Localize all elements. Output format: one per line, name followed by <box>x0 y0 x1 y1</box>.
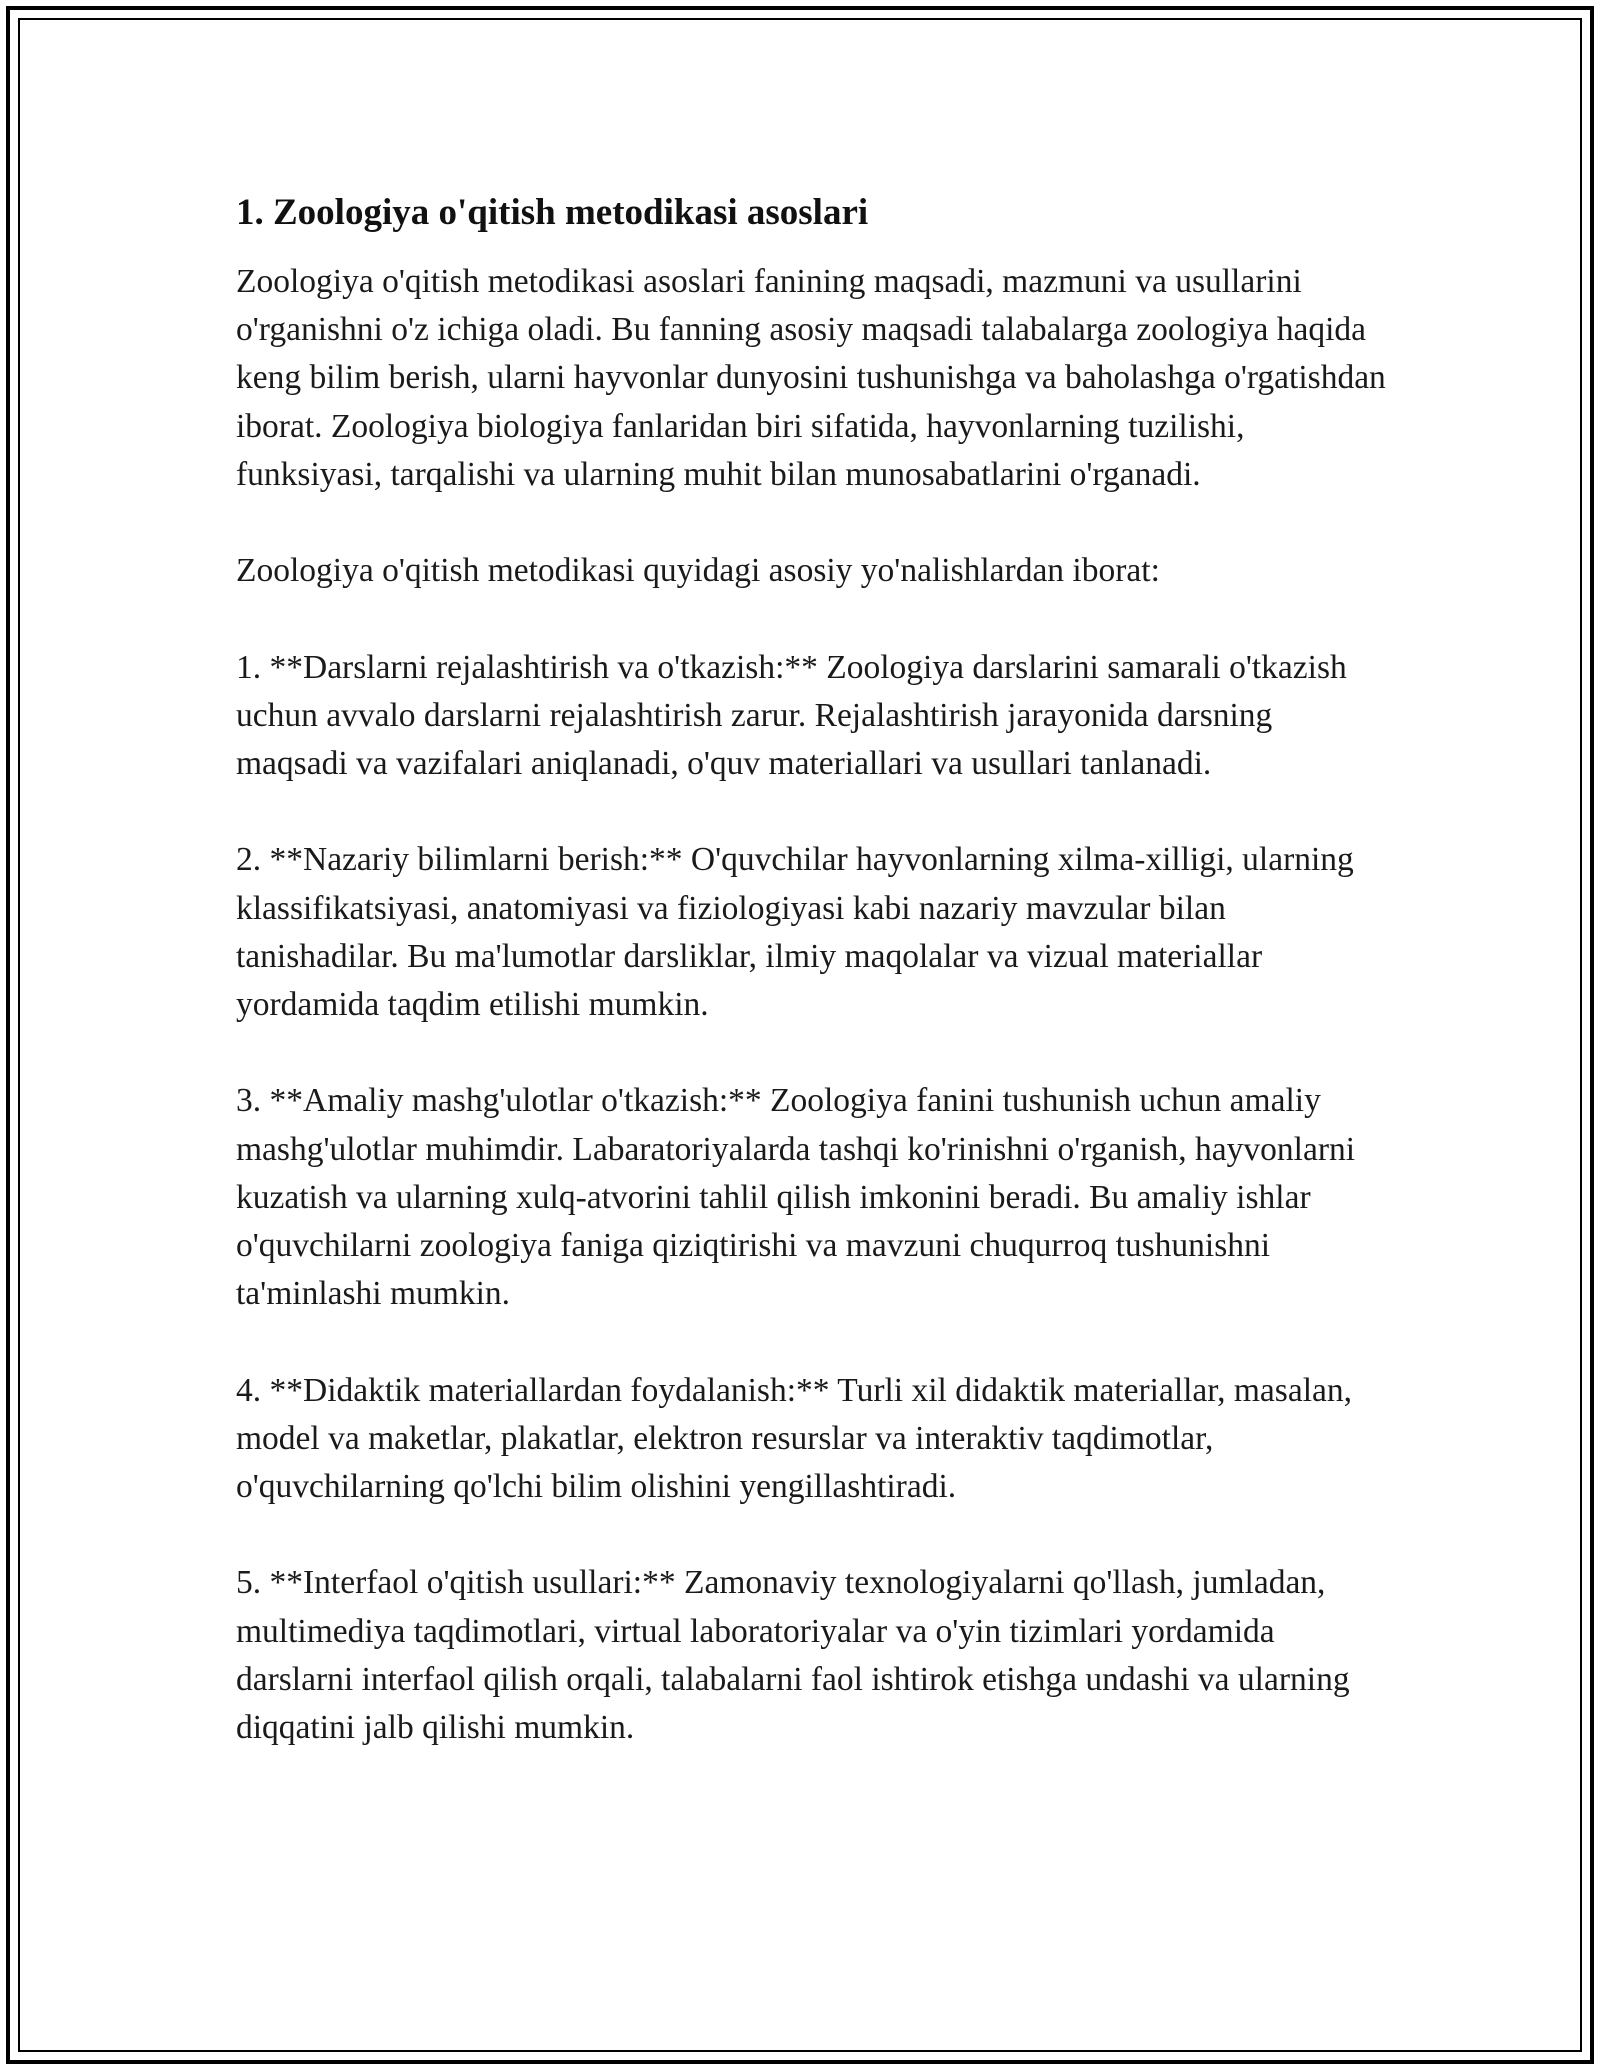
list-item-interactive-methods: 5. **Interfaol o'qitish usullari:** Zamonaviy texnologiyalarni qo'llash, jumladan, multimediya taqdimotlari, virtual laboratoriyalar va o'yin tizimlari yordamida darslarni interfaol qilish orqali, talabalarni faol ishtirok etishga undashi va ularning diqqatini jalb qilishi mumkin. <box>236 1564 1350 1746</box>
document-body <box>236 186 1386 1800</box>
intro-paragraph: Zoologiya o'qitish metodikasi asoslari fanining maqsadi, mazmuni va usullarini o'rganishni o'z ichiga oladi. Bu fanning asosiy maqsadi talabalarga zoologiya haqida keng bilim berish, ularni hayvonlar dunyosini tushunishga va baholashga o'rgatishdan iborat. Zoologiya biologiya fanlaridan biri sifatida, hayvonlarning tuzilishi, funksiyasi, tarqalishi va ularning muhit bilan munosabatlarini o'rganadi. <box>236 263 1386 493</box>
list-item-theoretical-knowledge: 2. **Nazariy bilimlarni berish:** O'quvchilar hayvonlarning xilma-xilligi, ularning klassifikatsiyasi, anatomiyasi va fiziologiyasi kabi nazariy mavzular bilan tanishadilar. Bu ma'lumotlar darsliklar, ilmiy maqolalar va vizual materiallar yordamida taqdim etilishi mumkin. <box>236 841 1354 1023</box>
directions-intro-paragraph: Zoologiya o'qitish metodikasi quyidagi asosiy yo'nalishlardan iborat: <box>236 552 1160 590</box>
list-item-lesson-planning: 1. **Darslarni rejalashtirish va o'tkazish:** Zoologiya darslarini samarali o'tkazish uchun avvalo darslarni rejalashtirish zarur. Rejalashtirish jarayonida darsning maqsadi va vazifalari aniqlanadi, o'quv materiallari va usullari tanlanadi. <box>236 648 1347 782</box>
document-title: 1. Zoologiya o'qitish metodikasi asoslari <box>236 192 869 233</box>
list-item-didactic-materials: 4. **Didaktik materiallardan foydalanish:** Turli xil didaktik materiallar, masalan, model va maketlar, plakatlar, elektron resurslar va interaktiv taqdimotlar, o'quvchilarning qo'lchi bilim olishini yengillashtiradi. <box>236 1371 1353 1505</box>
list-item-practical-sessions: 3. **Amaliy mashg'ulotlar o'tkazish:** Zoologiya fanini tushunish uchun amaliy mashg'ulotlar muhimdir. Labaratoriyalarda tashqi ko'rinishni o'rganish, hayvonlarni kuzatish va ularning xulq-atvorini tahlil qilish imkonini beradi. Bu amaliy ishlar o'quvchilarni zoologiya faniga qiziqtirishi va mavzuni chuqurroq tushunishni ta'minlashi mumkin. <box>236 1082 1356 1313</box>
